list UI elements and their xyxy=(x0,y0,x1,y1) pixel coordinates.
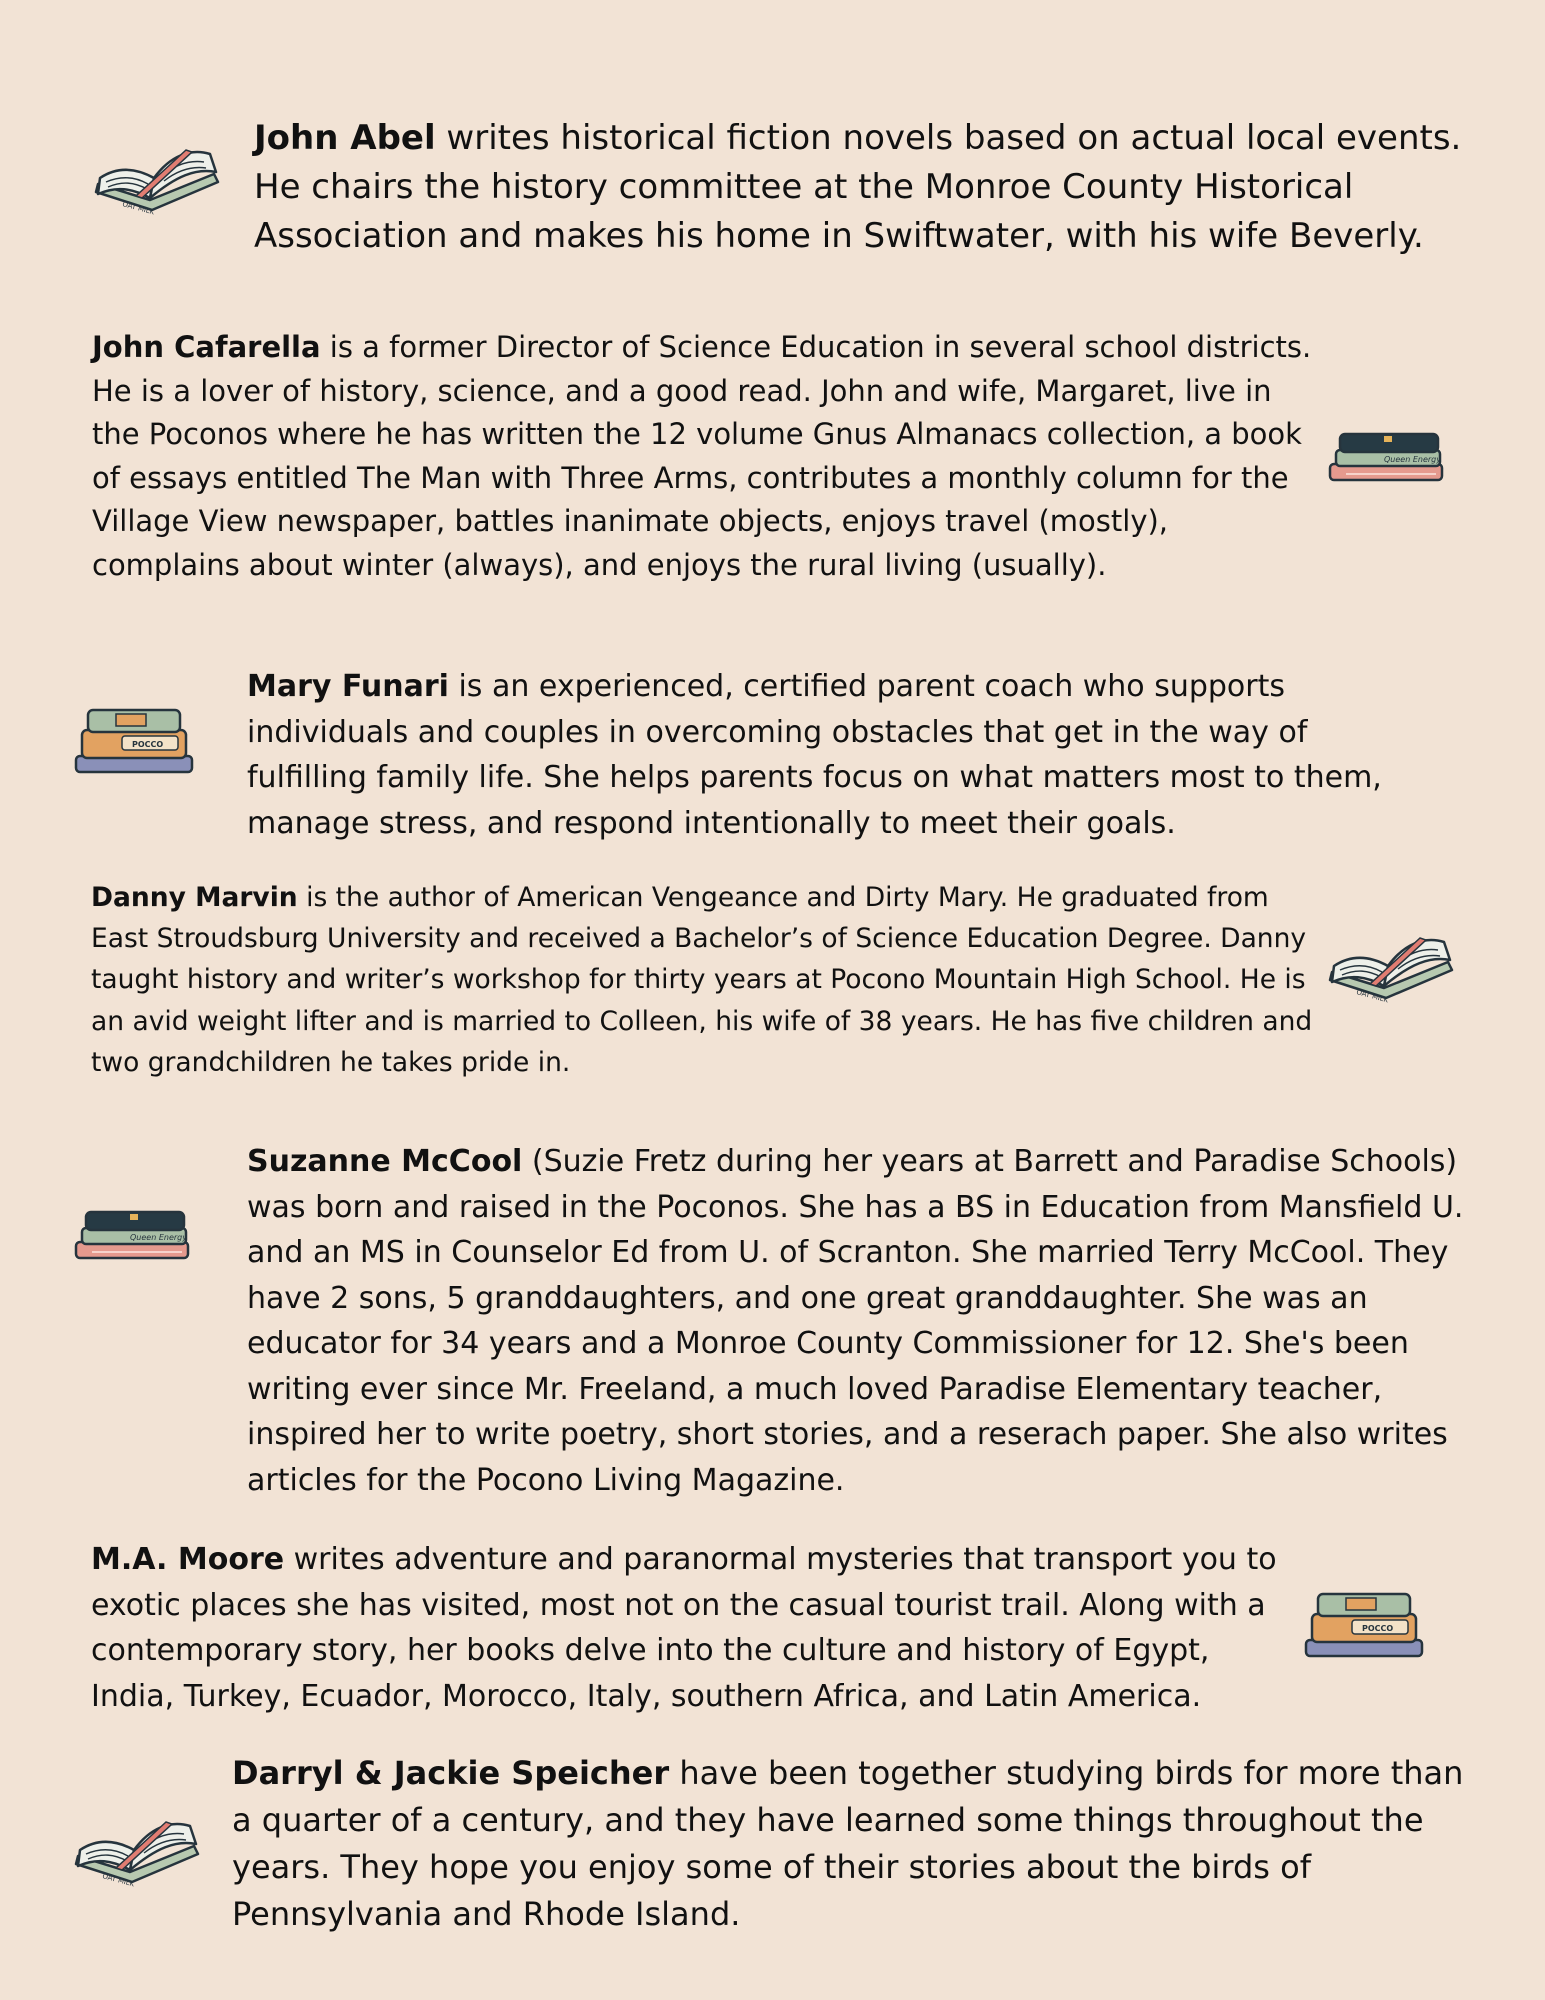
svg-text:OAT MILK: OAT MILK xyxy=(101,1872,136,1889)
author-name: M.A. Moore xyxy=(91,1542,285,1577)
book-stack-icon xyxy=(72,1202,200,1270)
svg-text:POCCO: POCCO xyxy=(132,740,164,749)
book-stack-icon xyxy=(1326,424,1454,492)
open-book-icon xyxy=(72,1804,200,1889)
svg-text:OAT MILK: OAT MILK xyxy=(1355,988,1390,1005)
bio-john-cafarella xyxy=(92,326,1322,588)
bio-suzanne-mccool xyxy=(247,1139,1471,1503)
bio-text: have been together studying birds for more than a quarter of a century, and they have learned some things throughout the years. They hope you enjoy some of their stories about the birds of Pennsylvania and Rhode Island. xyxy=(232,1754,1464,1933)
bio-text: writes historical fiction novels based on actual local events. He chairs the history committee at the Monroe County Historical Association and makes his home in Swiftwater, with his wife Beverly. xyxy=(254,118,1462,256)
bio-john-abel xyxy=(254,114,1474,261)
svg-text:Queen Energy: Queen Energy xyxy=(130,1233,187,1242)
bio-text: is a former Director of Science Education in several school districts. He is a lover of history, science, and a good read. John and wife, Margaret, live in the Poconos where he has written the 12 volume Gnus Almanacs collection, a book of essays entitled The Man with Three Arms, contributes a monthly column for the Village View newspaper, battles inanimate objects, enjoys travel (mostly), complains about winter (always), and enjoys the rural living (usually). xyxy=(92,330,1312,582)
author-name: Darryl & Jackie Speicher xyxy=(232,1754,670,1792)
svg-text:POCCO: POCCO xyxy=(1362,1624,1394,1633)
author-name: John Cafarella xyxy=(92,330,321,364)
author-name: Suzanne McCool xyxy=(247,1144,523,1179)
bio-text: (Suzie Fretz during her years at Barrett and Paradise Schools) was born and raised in the Poconos. She has a BS in Education from Mansfield U. and an MS in Counselor Ed from U. of Scranton. She married Terry McCool. They have 2 sons, 5 granddaughters, and one great granddaughter. She was an educator for 34 years and a Monroe County Commissioner for 12. She's been writing ever since Mr. Freeland, a much loved Paradise Elementary teacher, inspired her to write poetry, short stories, and a reserach paper. She also writes articles for the Pocono Living Magazine. xyxy=(247,1144,1464,1498)
bio-mary-funari xyxy=(247,664,1393,846)
bio-danny-marvin xyxy=(91,877,1317,1083)
book-stack-icon xyxy=(72,700,200,780)
svg-text:Queen Energy: Queen Energy xyxy=(1384,455,1441,464)
author-name: John Abel xyxy=(254,118,436,158)
author-name: Mary Funari xyxy=(247,669,449,704)
bio-text: is the author of American Vengeance and Dirty Mary. He graduated from East Stroudsburg University and received a Bachelor’s of Science Education Degree. Danny taught history and writer’s workshop for thirty years at Pocono Mountain High School. He is an avid weight lifter and is married to Colleen, his wife of 38 years. He has five children and two grandchildren he takes pride in. xyxy=(91,882,1313,1078)
bio-text: writes adventure and paranormal mysteries that transport you to exotic places she has visited, most not on the casual tourist trail. Along with a contemporary story, her books delve into the culture and history of Egypt, India, Turkey, Ecuador, Morocco, Italy, southern Africa, and Latin America. xyxy=(91,1542,1277,1714)
bio-speicher xyxy=(232,1750,1464,1938)
bio-ma-moore xyxy=(91,1537,1299,1719)
open-book-icon xyxy=(1326,920,1454,1005)
author-name: Danny Marvin xyxy=(91,882,298,913)
svg-text:OAT MILK: OAT MILK xyxy=(121,200,156,217)
bio-text: is an experienced, certified parent coach who supports individuals and couples in overcoming obstacles that get in the way of fulfilling family life. She helps parents focus on what matters most to them, manage stress, and respond intentionally to meet their goals. xyxy=(247,669,1382,841)
book-stack-icon xyxy=(1302,1584,1430,1664)
open-book-icon xyxy=(92,132,220,217)
